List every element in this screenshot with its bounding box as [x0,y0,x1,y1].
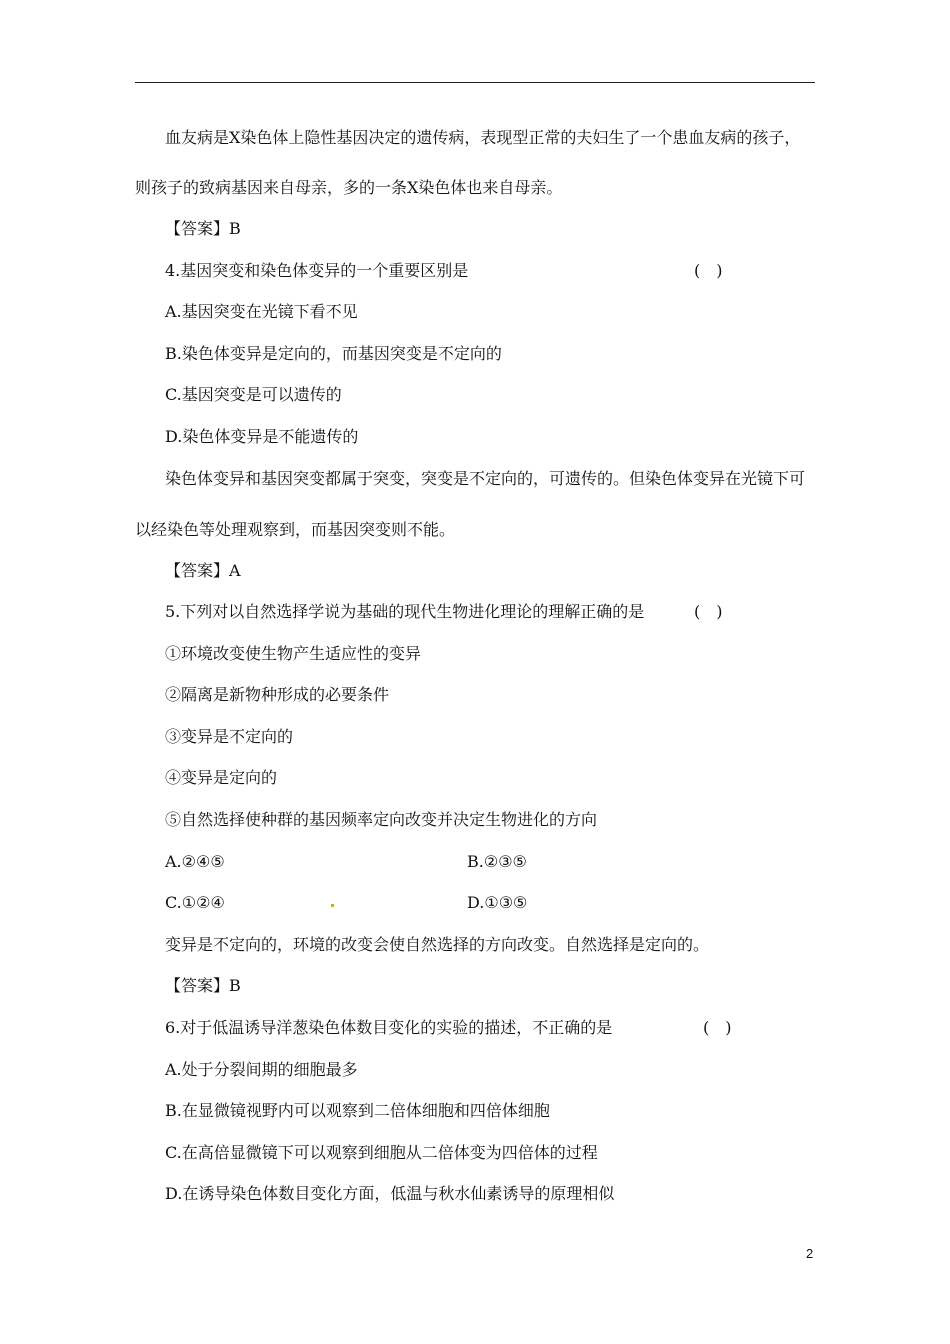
answer-3: 【答案】B [165,219,241,238]
header-rule [135,82,815,83]
question-4-stem: 4.基因突变和染色体变异的一个重要区别是 [165,261,469,280]
question-5-option-a: A.②④⑤ [165,852,225,871]
question-6-option-d: D.在诱导染色体数目变化方面，低温与秋水仙素诱导的原理相似 [165,1184,615,1203]
question-5-statement-3: ③变异是不定向的 [165,727,294,746]
question-5-option-c: C.①②④ [165,893,225,912]
question-6-answer-blank: ( ) [703,1018,732,1037]
question-4-option-b: B.染色体变异是定向的，而基因突变是不定向的 [165,344,502,363]
answer-5: 【答案】B [165,976,241,995]
question-5-stem: 5.下列对以自然选择学说为基础的现代生物进化理论的理解正确的是 [165,602,645,621]
page-number: 2 [806,1246,814,1261]
question-4-option-c: C.基因突变是可以遗传的 [165,385,342,404]
question-6-stem: 6.对于低温诱导洋葱染色体数目变化的实验的描述，不正确的是 [165,1018,613,1037]
question-5-statement-4: ④变异是定向的 [165,768,278,787]
question-4-option-d: D.染色体变异是不能遗传的 [165,427,359,446]
explanation-3-line-2: 则孩子的致病基因来自母亲，多的一条X染色体也来自母亲。 [135,178,563,197]
explanation-3-line-1: 血友病是X染色体上隐性基因决定的遗传病，表现型正常的夫妇生了一个患血友病的孩子， [165,128,801,147]
question-5-option-b: B.②③⑤ [467,852,527,871]
question-6-option-a: A.处于分裂间期的细胞最多 [165,1060,358,1079]
stray-dot [331,904,334,907]
question-4-option-a: A.基因突变在光镜下看不见 [165,302,358,321]
question-5-statement-2: ②隔离是新物种形成的必要条件 [165,685,390,704]
question-6-option-c: C.在高倍显微镜下可以观察到细胞从二倍体变为四倍体的过程 [165,1143,598,1162]
answer-4: 【答案】A [165,561,241,580]
question-5-option-d: D.①③⑤ [467,893,528,912]
question-5-statement-5: ⑤自然选择使种群的基因频率定向改变并决定生物进化的方向 [165,810,598,829]
question-5-statement-1: ①环境改变使生物产生适应性的变异 [165,644,422,663]
question-5-answer-blank: ( ) [694,602,723,621]
question-4-answer-blank: ( ) [694,261,723,280]
explanation-4-line-1: 染色体变异和基因突变都属于突变，突变是不定向的，可遗传的。但染色体变异在光镜下可 [165,469,806,488]
explanation-5: 变异是不定向的，环境的改变会使自然选择的方向改变。自然选择是定向的。 [165,935,710,954]
explanation-4-line-2: 以经染色等处理观察到，而基因突变则不能。 [135,520,456,539]
question-6-option-b: B.在显微镜视野内可以观察到二倍体细胞和四倍体细胞 [165,1101,550,1120]
